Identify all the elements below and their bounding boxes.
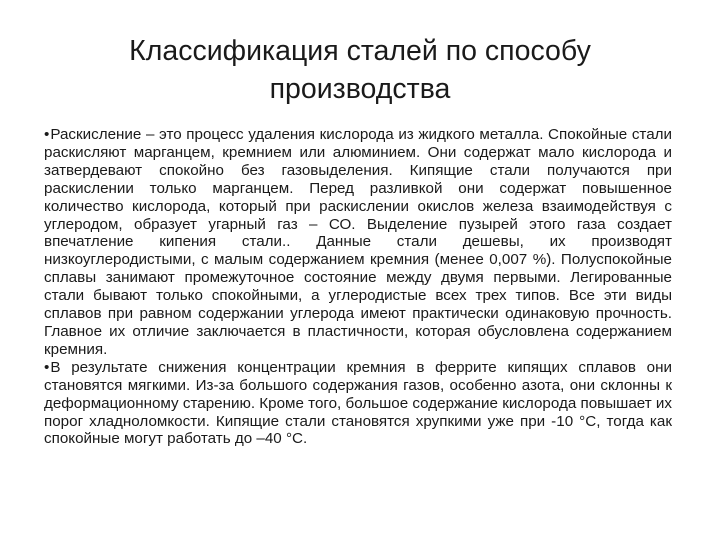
bullet-icon: • <box>44 358 50 376</box>
paragraph-text: Раскисление – это процесс удаления кислорода из жидкого металла. Спокойные стали раскисляют марганцем, кремнием или алюминием. Они содержат мало кислорода и затвердевают спокойно без газовыделения. Кипящие стали получаются при раскислении только марганцем. Перед разливкой они содержат повышенное количество кислорода, который при раскислении окислов железа взаимодействуя с углеродом, образует угарный газ – СО. Выделение пузырей этого газа создает впечатление кипения стали.. Данные стали дешевы, их производят низкоуглеродистыми, с малым содержанием кремния (менее 0,007 %). Полуспокойные сплавы занимают промежуточное состояние между двумя первыми. Легированные стали бывают только спокойными, а углеродистые всех трех типов. Все эти виды сплавов при равном содержании углерода имеют практически одинаковую прочность. Главное их отличие заключается в пластичности, которая обусловлена содержанием кремния. <box>44 126 672 358</box>
bullet-icon: • <box>44 126 50 143</box>
slide-body <box>44 126 672 448</box>
slide-title: Классификация сталей по способу производства <box>129 35 591 105</box>
paragraph-silicon <box>44 359 672 449</box>
paragraph-text: В результате снижения концентрации кремния в феррите кипящих сплавов они становятся мягкими. Из-за большого содержания газов, особенно азота, они склонны к деформационному старению. Кроме того, большое содержание кислорода повышает их порог хладноломкости. Кипящие стали становятся хрупкими уже при -10 °С, тогда как спокойные могут работать до –40 °С. <box>44 358 672 448</box>
paragraph-deoxidation <box>44 126 672 359</box>
